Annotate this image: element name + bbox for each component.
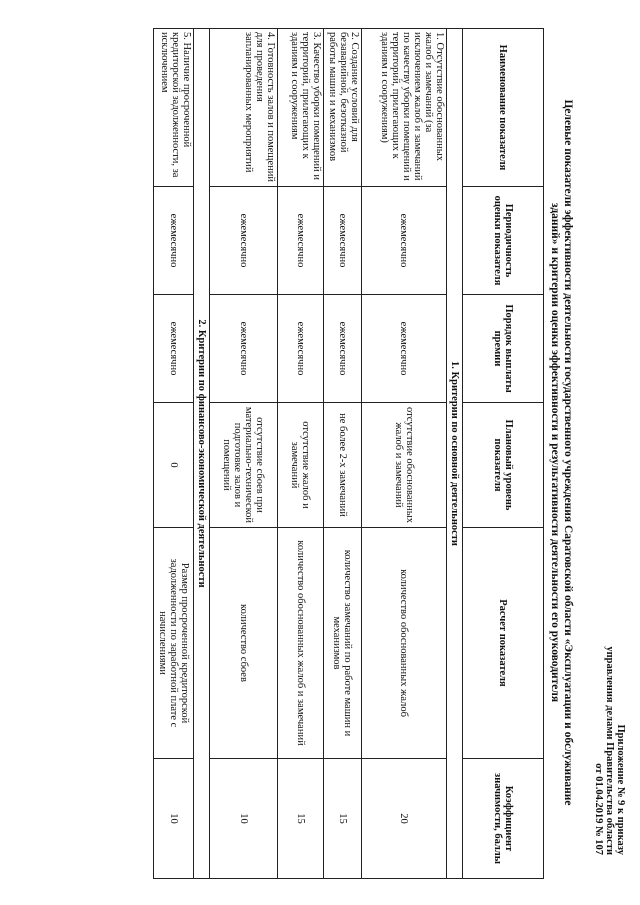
row-period: ежемесячно	[210, 187, 278, 295]
appendix-block	[593, 555, 626, 855]
row-plan: отсутствие обоснованных жалоб и замечаний	[362, 403, 447, 528]
header-calculation: Расчет показателя	[463, 528, 544, 759]
row-name: 2. Создание условий для безаварийной, безотказной работы машин и механизмов	[324, 29, 362, 187]
appendix-line-3: от 01.04.2019 № 107	[593, 763, 604, 855]
row-payment: ежемесячно	[210, 295, 278, 403]
row-coef: 15	[324, 759, 362, 879]
row-payment: ежемесячно	[278, 295, 324, 403]
row-period: ежемесячно	[324, 187, 362, 295]
header-plan-level: Плановый уровень показателя	[463, 403, 544, 528]
row-name: 1. Отсутствие обоснованных жалоб и замечаний (за исключением жалоб и замечаний по качеству уборки помещений и территорий, прилегающих к зданиям и сооружениям)	[362, 29, 447, 187]
table-row	[154, 29, 194, 879]
row-calc: количество замечаний по работе машин и механизмов	[324, 528, 362, 759]
row-period: ежемесячно	[362, 187, 447, 295]
table-row	[278, 29, 324, 879]
row-calc: количество обоснованных жалоб и замечаний	[278, 528, 324, 759]
row-calc: количество сбоев	[210, 528, 278, 759]
appendix-line-2: управления делами Правительства области	[604, 646, 615, 855]
row-plan: 0	[154, 403, 194, 528]
row-coef: 10	[154, 759, 194, 879]
row-plan: отсутствие жалоб и замечаний	[278, 403, 324, 528]
section-row	[194, 29, 210, 879]
document-title	[548, 30, 574, 875]
row-period: ежемесячно	[278, 187, 324, 295]
row-calc: количество обоснованных жалоб	[362, 528, 447, 759]
title-line-1: Целевые показатели эффективности деятельности государственного учреждения Саратовской области «Эксплуатации и обслуживание	[562, 99, 574, 806]
row-period: ежемесячно	[154, 187, 194, 295]
section-2-title: 2. Критерии по финансово-экономической деятельности	[194, 29, 210, 879]
header-periodicity: Периодичность оценки показателя	[463, 187, 544, 295]
row-plan: не более 2-х замечаний	[324, 403, 362, 528]
section-row	[447, 29, 463, 879]
table-header-row	[463, 29, 544, 879]
table-row	[362, 29, 447, 879]
table-row	[324, 29, 362, 879]
row-name: 4. Готовность залов и помещений для проведения запланированных мероприятий	[210, 29, 278, 187]
row-payment: ежемесячно	[362, 295, 447, 403]
section-1-title: 1. Критерии по основной деятельности	[447, 29, 463, 879]
row-coef: 20	[362, 759, 447, 879]
row-payment: ежемесячно	[324, 295, 362, 403]
indicators-table	[153, 28, 544, 879]
row-name: 5. Наличие просроченной кредиторской задолженности, за исключением	[154, 29, 194, 187]
title-line-2: зданий» и критерии оценки эффективности и результативности деятельности его руководителя	[549, 202, 561, 703]
row-calc: Размер просроченной кредиторской задолженности по заработной плате с начислениями	[154, 528, 194, 759]
row-coef: 15	[278, 759, 324, 879]
header-payment-order: Порядок выплаты премии	[463, 295, 544, 403]
header-coefficient: Коэффициент значимости, баллы	[463, 759, 544, 879]
row-name: 3. Качество уборки помещений и территорий, прилегающих к зданиям и сооружениям	[278, 29, 324, 187]
row-coef: 10	[210, 759, 278, 879]
table-row	[210, 29, 278, 879]
header-indicator-name: Наименование показателя	[463, 29, 544, 187]
appendix-line-1: Приложение № 9 к приказу	[615, 724, 626, 855]
row-payment: ежемесячно	[154, 295, 194, 403]
row-plan: отсутствие сбоев при материально-технической подготовке залов и помещений	[210, 403, 278, 528]
